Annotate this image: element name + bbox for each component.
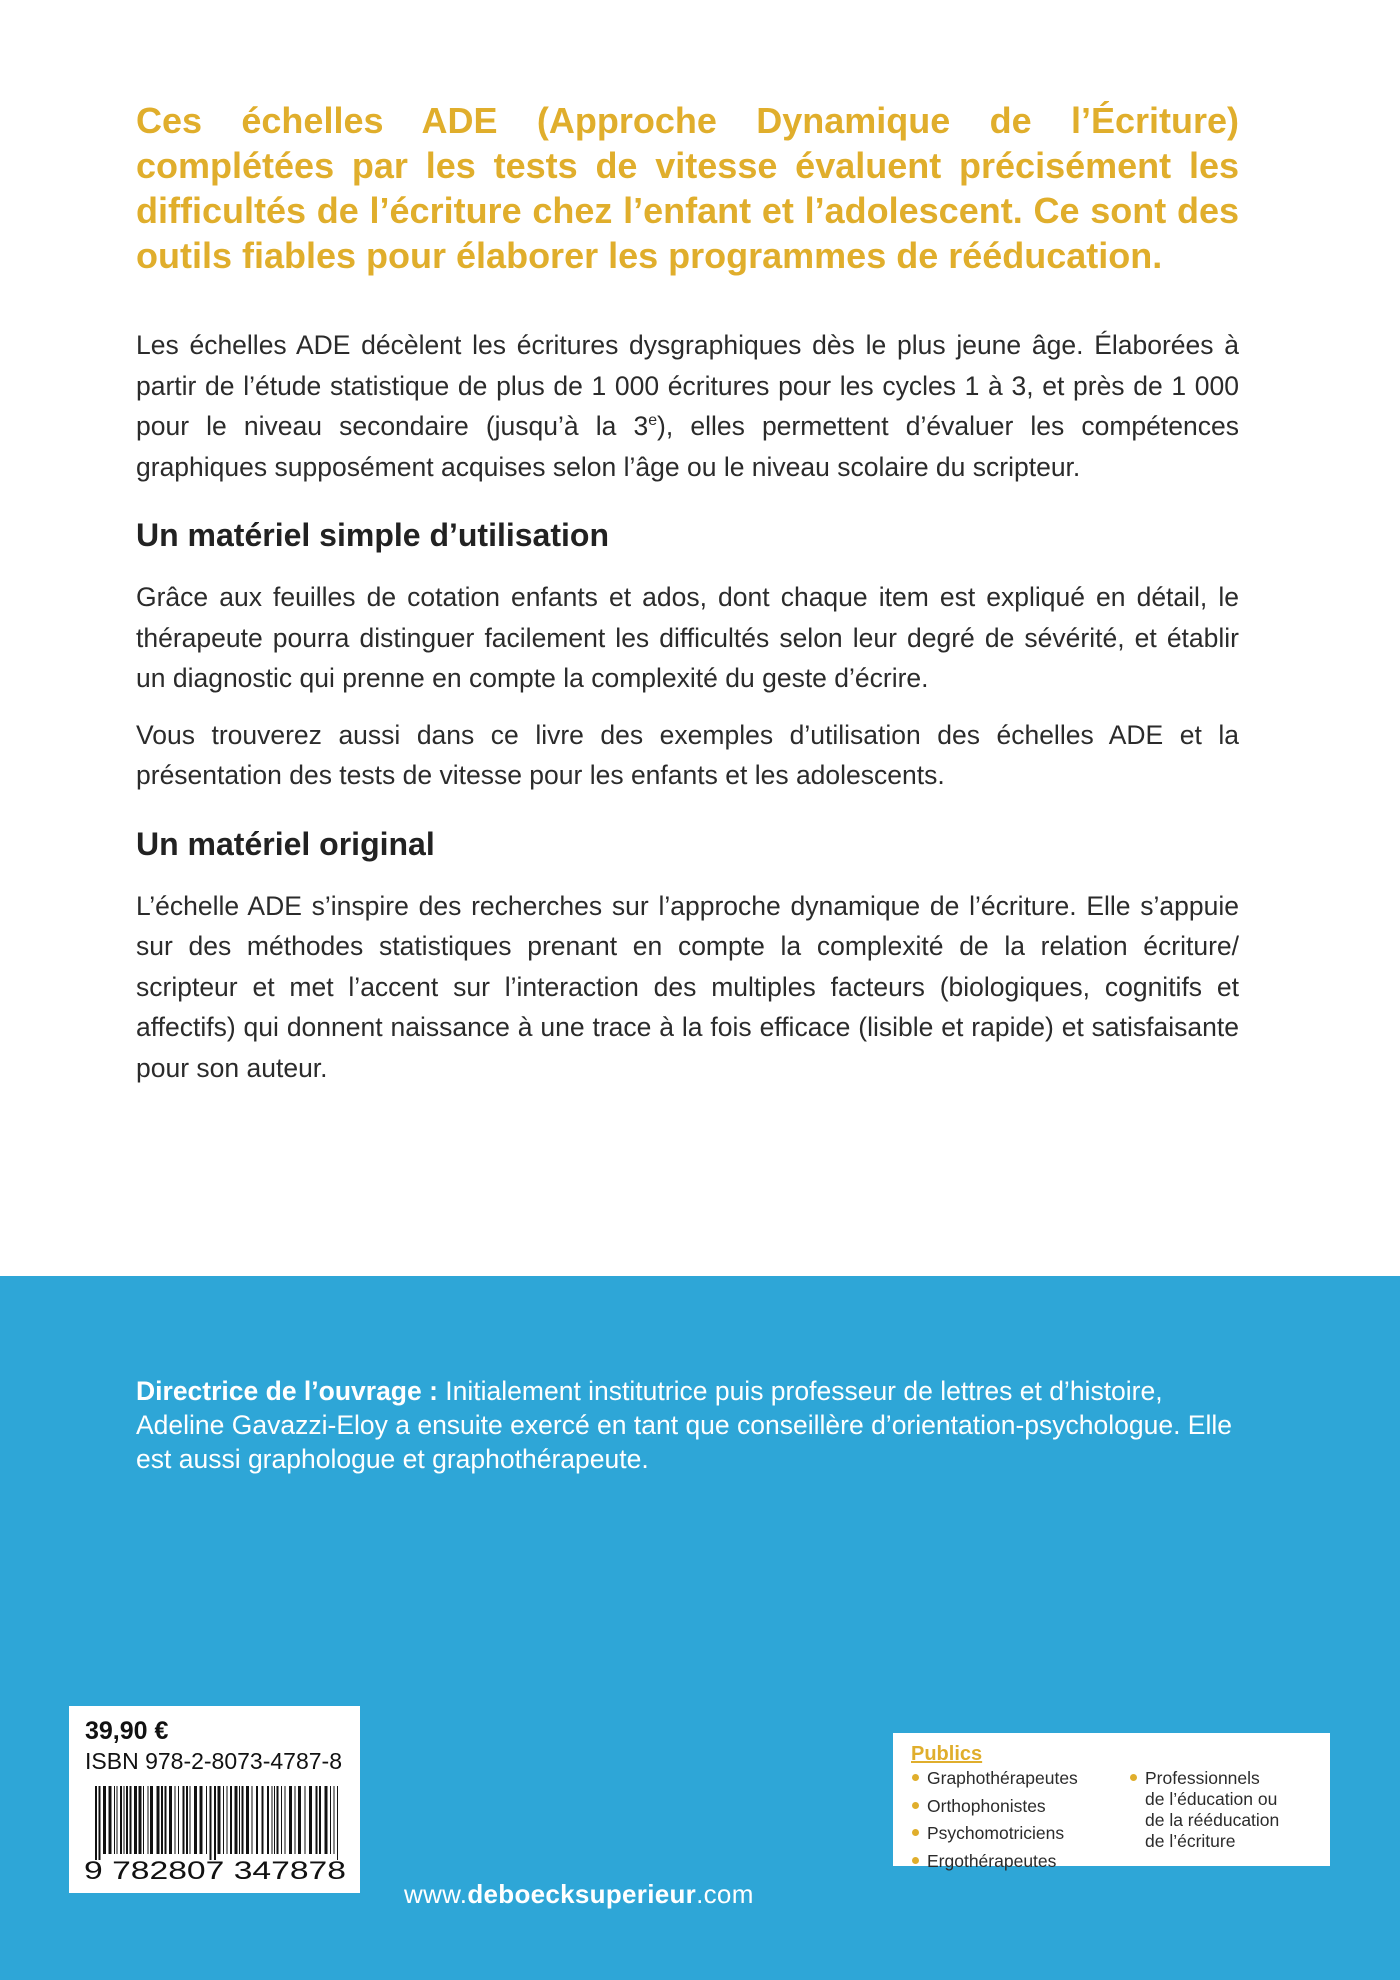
publics-title: Publics [911, 1743, 983, 1765]
section-simple-paragraph: Grâce aux feuilles de cotation enfants et ados, dont chaque item est expliqué en détail, le thérapeute pourra distinguer facilement les difficultés selon leur degré de sévérité, et établir un diagnostic qui prenne en compte la complexité du geste d’écrire. [136, 582, 1239, 693]
list-item [911, 1823, 1129, 1844]
barcode-bar [223, 1786, 224, 1854]
barcode-bar [139, 1786, 142, 1854]
barcode-bar [325, 1786, 328, 1854]
barcode-bar [230, 1786, 232, 1854]
barcode-bar [206, 1786, 207, 1854]
barcode-bar [295, 1786, 296, 1854]
list-item [911, 1851, 1129, 1872]
barcode-bar [148, 1786, 149, 1854]
barcode-bar [274, 1786, 275, 1854]
barcode-bar [267, 1786, 269, 1854]
barcode-bar [242, 1786, 244, 1854]
barcode-bar [186, 1786, 188, 1854]
barcode-bar [277, 1786, 279, 1854]
barcode-bar [214, 1786, 216, 1860]
list-item-label: Professionnels de l’éducation ou de la rééducation de l’écriture [1145, 1768, 1280, 1851]
barcode-bar [262, 1786, 264, 1854]
publics-column-1 [911, 1768, 1129, 1878]
barcode-bar [99, 1786, 101, 1860]
list-item-label: Psychomotriciens [927, 1823, 1065, 1843]
bullet-icon [912, 1857, 919, 1864]
bullet-icon [912, 1774, 919, 1781]
barcode-bar [143, 1786, 144, 1854]
barcode-bar [281, 1786, 282, 1854]
overview-paragraph [136, 325, 1239, 487]
bullet-icon [912, 1802, 919, 1809]
barcode-bar [194, 1786, 197, 1854]
bullet-icon [1130, 1774, 1137, 1781]
barcode-bar [334, 1786, 335, 1854]
barcode-bar [95, 1786, 97, 1860]
section-heading-original: Un matériel original [136, 825, 435, 862]
barcode-bar [157, 1786, 160, 1854]
section-simple-paragraph: Vous trouverez aussi dans ce livre des exemples d’utilisation des échelles ADE et la présentation des tests de vitesse pour les enfants et les adolescents. [136, 719, 1239, 790]
overview-text-end: ), elles permettent d’évaluer les compétences graphiques supposément acquises selon l’âge ou le niveau scolaire du scripteur. [136, 411, 1239, 482]
barcode-bar [218, 1786, 221, 1854]
barcode-bar [130, 1786, 132, 1854]
barcode-bar [252, 1786, 253, 1854]
publics-box [893, 1733, 1330, 1871]
barcode-bar [126, 1786, 128, 1854]
barcode-bar [337, 1786, 338, 1860]
barcode-bar [298, 1786, 301, 1854]
barcode-bar [272, 1786, 273, 1854]
barcode-bar [190, 1786, 191, 1854]
section-heading-simple: Un matériel simple d’utilisation [136, 517, 609, 553]
barcode-bars [95, 1786, 338, 1860]
list-item [911, 1796, 1129, 1817]
website-url[interactable] [404, 1879, 754, 1910]
author-bio [136, 1374, 1241, 1476]
barcode-bar [109, 1786, 112, 1854]
list-item-label: Graphothérapeutes [927, 1768, 1078, 1788]
barcode-bar [103, 1786, 106, 1854]
website-prefix: www. [404, 1879, 468, 1909]
price: 39,90 € [85, 1717, 169, 1745]
barcode-bar [319, 1786, 321, 1854]
barcode-bar [330, 1786, 331, 1854]
barcode-bar [114, 1786, 115, 1854]
barcode-bar [239, 1786, 240, 1854]
barcode-bar [200, 1786, 203, 1854]
barcode-bar [235, 1786, 238, 1854]
barcode-bar [227, 1786, 228, 1854]
barcode-bar [124, 1786, 125, 1854]
barcode-bar [316, 1786, 318, 1854]
barcode-bar [161, 1786, 163, 1854]
author-label: Directrice de l’ouvrage : [136, 1376, 438, 1406]
section-original-paragraph: L’échelle ADE s’inspire des recherches sur l’approche dynamique de l’écriture. Elle s’appuie sur des méthodes statistiques prenant en compte la complexité de la relation écriture/ scripteur et met l’accent sur l’interaction des multiples facteurs (biologiques, cognitifs et affectifs) qui donnent naissance à une trace à la fois efficace (lisible et rapide) et satisfaisante pour son auteur. [136, 890, 1239, 1083]
barcode-bar [246, 1786, 249, 1854]
price-barcode-box [69, 1706, 360, 1893]
intro-statement: Ces échelles ADE (Approche Dynamique de l’Écriture) complétées par les tests de vitesse évaluent précisément les difficultés de l’écriture chez l’enfant et l’adolescent. Ce sont des outils fiables pour élaborer les programmes de rééducation. [136, 100, 1239, 276]
blue-band [0, 1276, 1400, 1980]
superscript-e: e [648, 412, 658, 430]
publics-columns [911, 1768, 1312, 1878]
barcode-bar [289, 1786, 292, 1854]
list-item [1129, 1768, 1279, 1852]
barcode-bar [309, 1786, 312, 1854]
barcode-bar [305, 1786, 306, 1854]
website-suffix: .com [696, 1879, 754, 1909]
barcode-bar [134, 1786, 137, 1854]
barcode-bar [165, 1786, 167, 1854]
barcode-bar [256, 1786, 258, 1854]
barcode-bar [120, 1786, 122, 1854]
publics-column-2 [1129, 1768, 1279, 1878]
barcode-bar [117, 1786, 118, 1854]
barcode-bar [150, 1786, 153, 1854]
barcode-bar [178, 1786, 179, 1854]
isbn: ISBN 978-2-8073-4787-8 [85, 1748, 342, 1774]
list-item [911, 1768, 1129, 1789]
website-brand: deboecksuperieur [467, 1879, 697, 1909]
barcode-digits: 9 782807 347878 [84, 1857, 346, 1882]
barcode-bar [175, 1786, 176, 1854]
barcode-bar [285, 1786, 286, 1854]
barcode-bar [169, 1786, 172, 1854]
barcode-bar [183, 1786, 185, 1854]
list-item-label: Orthophonistes [927, 1795, 1046, 1816]
list-item-label: Ergothérapeutes [927, 1850, 1057, 1871]
bullet-icon [912, 1829, 919, 1836]
description-content [136, 98, 1239, 1104]
author-text: Initialement institutrice puis professeur de lettres et d’histoire, Adeline Gavazzi-Eloy a ensuite exercé en tant que conseillère d’orientation-psychologue. Elle est aussi graphologue et graphothérapeute. [136, 1376, 1232, 1474]
barcode [83, 1786, 347, 1882]
overview-text: Les échelles ADE décèlent les écritures dysgraphiques dès le plus jeune âge. Élaborées à partir de l’étude statistique de plus de 1 000 écritures pour les cycles 1 à 3, et près de 1 000 pour le niveau secondaire (jusqu’à la 3 [136, 330, 1239, 441]
barcode-bar [210, 1786, 212, 1860]
